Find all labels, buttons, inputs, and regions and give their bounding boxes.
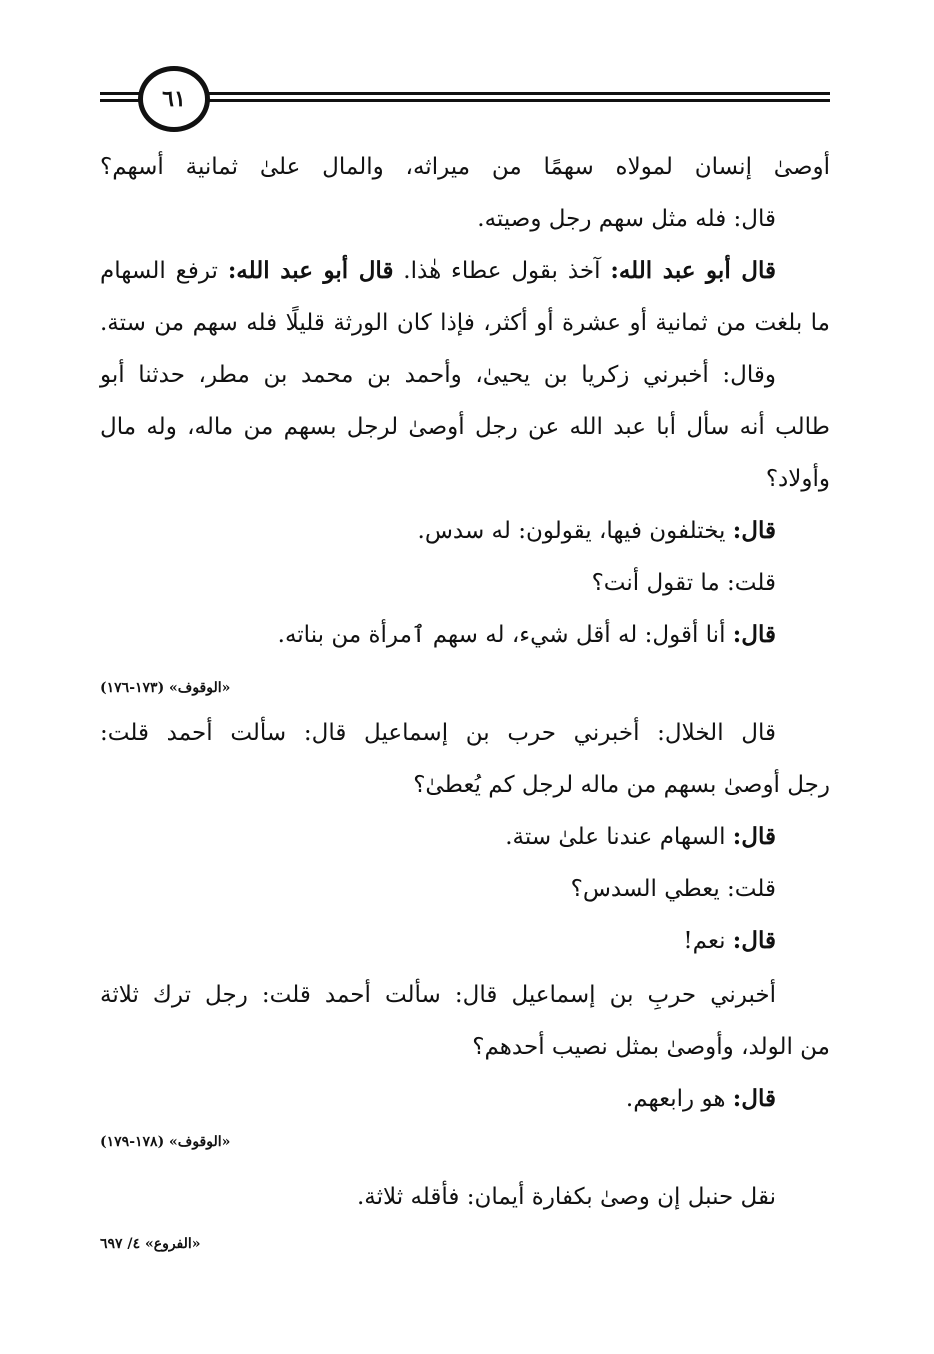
text-line-7: وأولاد؟ bbox=[765, 466, 830, 492]
line-13-body: السهام عندنا علىٰ ستة. bbox=[505, 824, 733, 850]
text-line-10 bbox=[100, 620, 776, 650]
speaker-label: قال: bbox=[732, 927, 776, 954]
text-line-4: ما بلغت من ثمانية أو عشرة أو أكثر، فإذا كان الورثة قليلًا فله سهم من ستة. bbox=[100, 310, 830, 336]
speaker-label: قال: bbox=[732, 517, 776, 544]
line-8-body: يختلفون فيها، يقولون: له سدس. bbox=[417, 518, 733, 544]
text-line-17: من الولد، وأوصىٰ بمثل نصيب أحدهم؟ bbox=[472, 1034, 830, 1060]
text-line-13 bbox=[100, 822, 776, 852]
page-number: ٦١ bbox=[162, 86, 186, 112]
speaker-label: قال: bbox=[732, 621, 776, 648]
text-line-3 bbox=[100, 256, 776, 286]
text-line-16: أخبرني حربِ بن إسماعيل قال: سألت أحمد قلت: رجل ترك ثلاثة bbox=[100, 982, 776, 1008]
reference-note-1: «الوقوف» (١٧٣-١٧٦) bbox=[100, 680, 231, 696]
page-number-badge bbox=[138, 66, 210, 132]
text-line-8 bbox=[100, 516, 776, 546]
speaker-label: قال أبو عبد الله: bbox=[610, 257, 776, 284]
speaker-label: قال أبو عبد الله: bbox=[227, 257, 394, 284]
page-header bbox=[100, 66, 830, 136]
text-line-12: رجل أوصىٰ بسهم من ماله لرجل كم يُعطىٰ؟ bbox=[413, 772, 830, 798]
speaker-label: قال: bbox=[732, 1085, 776, 1112]
line-10-body: أنا أقول: له أقل شيء، له سهم ٱمرأة من بناته. bbox=[277, 622, 733, 648]
text-line-18 bbox=[100, 1084, 776, 1114]
speaker-label: قال: bbox=[732, 823, 776, 850]
line-15-body: نعم! bbox=[683, 928, 733, 954]
text-line-2: قال: فله مثل سهم رجل وصيته. bbox=[477, 206, 776, 232]
reference-note-2: «الوقوف» (١٧٨-١٧٩) bbox=[100, 1134, 231, 1150]
text-line-9: قلت: ما تقول أنت؟ bbox=[591, 570, 776, 596]
line-18-body: هو رابعهم. bbox=[625, 1086, 733, 1112]
text-line-19: نقل حنبل إن وصىٰ بكفارة أيمان: فأقله ثلاثة. bbox=[357, 1184, 776, 1210]
line-3-part-b: آخذ بقول عطاء هٰذا. bbox=[393, 258, 611, 284]
line-3-part-d: ترفع السهام bbox=[100, 258, 228, 284]
text-line-11: قال الخلال: أخبرني حرب بن إسماعيل قال: سألت أحمد قلت: bbox=[100, 720, 776, 746]
text-line-1: أوصىٰ إنسان لمولاه سهمًا من ميراثه، والمال علىٰ ثمانية أسهم؟ bbox=[100, 154, 830, 180]
text-line-15 bbox=[100, 926, 776, 956]
text-line-5: وقال: أخبرني زكريا بن يحيىٰ، وأحمد بن محمد بن مطر، حدثنا أبو bbox=[100, 362, 776, 388]
text-line-14: قلت: يعطي السدس؟ bbox=[570, 876, 776, 902]
text-line-6: طالب أنه سأل أبا عبد الله عن رجل أوصىٰ لرجل بسهم من ماله، وله مال bbox=[100, 414, 830, 440]
reference-note-3: «الفروع» ٤/ ٦٩٧ bbox=[100, 1236, 201, 1252]
